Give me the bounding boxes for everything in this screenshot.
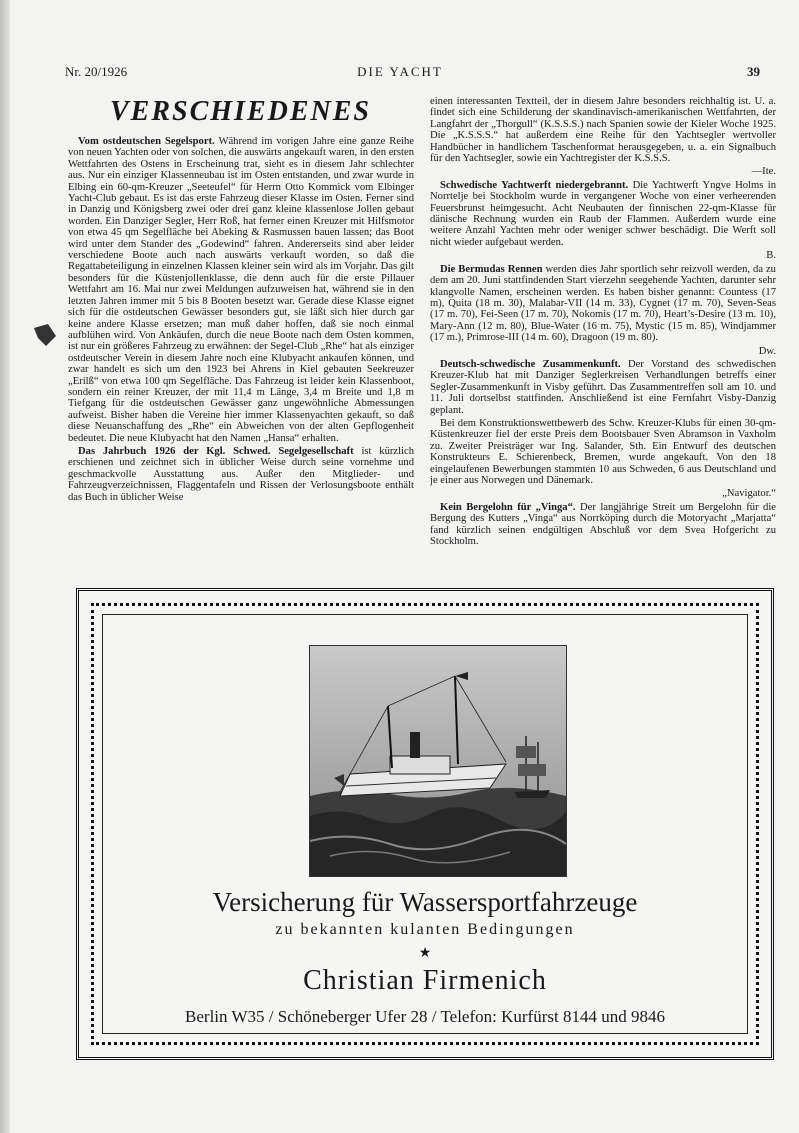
advertisement-box xyxy=(76,588,774,1060)
ink-smudge-icon xyxy=(32,318,58,348)
right-column xyxy=(430,96,776,584)
ad-subline: zu bekannten kulanten Bedingungen xyxy=(275,921,575,938)
page-number: 39 xyxy=(747,64,760,79)
article-text: einen interessanten Textteil, der in diesem Jahre besonders reichhaltig ist. U. a. findet sich eine Schilderung der skandinavisch-amerikanischen Wettfahrten, der Langfahrt der „Thorgull“ (K.S.S.S.) nach Spanien sowie der Kieler Woche 1925. Die „K.S.S.S.“ hat außerdem eine Reihe für den Yachtsegler wertvoller Handbücher in handlichem Taschenformat herausgegeben, u. a. ein Signalbuch für den Yachtsegler, sowie ein Yachtregister der K.S.S.S. xyxy=(430,96,776,165)
article-signature: Dw. xyxy=(758,345,776,357)
magazine-title: DIE YACHT xyxy=(357,64,443,79)
article-signature: „Navigator.“ xyxy=(722,488,776,500)
article-text: werden dies Jahr sportlich sehr reizvoll werden, da zu dem am 20. Juni stattfindenden Start vierzehn seegehende Yachten, darunter sehr klangvolle Namen, erscheinen werden. Es haben bisher genannt: Countess (17 m), Quita (18 m. 30), Malabar-VII (14 m. 33), Cygnet (17 m. 70), Seven-Seas (17 m. 70), Fei-Seen (17 m. 70), Nokomis (17 m. 70), Heart’s-Desire (13 m. 10), Mary-Ann (12 m. 80), Blue-Water (16 m. 75), Mystic (15 m. 85), Windjammer (17 m.), Primrose-III (14 m. 60), Dragoon (19 m. 80). xyxy=(430,263,776,344)
article-heading: Das Jahrbuch 1926 der Kgl. Schwed. Segelgesellschaft xyxy=(78,445,354,457)
ad-address: Berlin W35 / Schöneberger Ufer 28 / Telefon: Kurfürst 8144 und 9846 xyxy=(185,1007,665,1026)
article-ostdeutscher-segelsport xyxy=(68,136,414,444)
ad-inner-frame xyxy=(102,614,748,1034)
ad-company-name: Christian Firmenich xyxy=(303,965,547,996)
article-wettbewerb xyxy=(430,418,776,486)
article-text: ist kürzlich erschienen und zeichnet sich in üblicher Weise durch seine vornehme und geschmackvolle Ausstattung aus. Außer den Mitglieder- und Fahrzeugverzeichnissen, Flaggentafeln und Rissen der Verlosungsboote enthält das Buch in üblicher Weise xyxy=(68,445,414,503)
article-heading: Kein Bergelohn für „Vinga“. xyxy=(440,501,576,513)
article-text: Die Yachtwerft Yngve Holms in Norrtelje bei Stockholm wurde in vergangener Woche von einer verheerenden Feuersbrunst heimgesucht. Acht Neubauten der finnischen 22-qm-Klasse für dänische Rechnung wurden ein Raub der Flammen. Außerdem wurde eine weitere Anzahl Yachten mehr oder weniger schwer beschädigt. Die Werft soll nicht wieder aufgebaut werden. xyxy=(430,179,776,248)
article-yachtwerft xyxy=(430,180,776,248)
ad-dotted-border xyxy=(91,603,759,1045)
section-title: VERSCHIEDENES xyxy=(110,96,371,127)
article-text: Während im vorigen Jahre eine ganze Reihe von neuen Yachten oder von solchen, die auswärts angekauft waren, in den ersten Wettfahrten des Ostens in Erscheinung trat, sieht es in diesem Jahr schlechter aus. Nur ein einziger Klassenneubau ist im Osten entstanden, und zwar wurde in Elbing ein 60-qm-Kreuzer „Seeteufel“ für Herrn Otto Kommick vom Elbinger Yacht-Club gebaut. Es ist das erste Fahrzeug dieser Klasse im Osten. Ferner sind in Danzig und Königsberg zwei oder drei ganz kleine klassenlose Jollen gebaut worden. Ein Danziger Segler, Herr Roß, hat ferner einen Kreuzer mit Hilfsmotor von etwa 45 qm Segelfläche bei Abeking & Rasmussen bauen lassen; das Boot wird unter dem Stander des „Godewind“ fahren. Andererseits sind aber leider verschiedene Boote auch nach auswärts verkauft worden, so daß die Regattabeteiligung in einzelnen Klassen kleiner sein wird als im Vorjahr. Das gilt besonders für die Küstenjollenklasse, die denn auch für die erste Pillauer Wettfahrt am 16. Mai nur zwei Meldungen aufzuweisen hat, während sie in den letzten Jahren immer mit 5 bis 8 Booten besetzt war. Gerade diese Klasse eignet sich für die ostdeutschen Gewässer besonders gut, sie läßt sich hier durch gar keine andere Klasse ersetzen; man muß daher hoffen, daß sie noch einmal aufblühen wird. Von Ankäufen, durch die neue Boote nach dem Osten kommen, ist nur ein größeres Fahrzeug zu erwähnen: der Segel-Club „Rhe“ hat als einziger ostdeutscher Verein in diesem Jahre noch eine Klubyacht ankaufen können, und zwar handelt es sich um den 1923 bei Ahrens in Kiel gebauten Seekreuzer „Erilß“ von etwa 100 qm Segelfläche. Das Fahrzeug ist leider kein Klassenboot, sondern ein reiner Kreuzer, der mit 11,4 m Länge, 3,4 m Breite und 1,8 m Tiefgang für die ostdeutschen Gewässer ganz ungewöhnliche Abmessungen aufweist. Bisher haben die Vereine hier immer Klassenyachten gekauft, so daß diese Neuanschaffung des „Rhe“ ein Abweichen von der alten Gepflogenheit bedeutet. Die neue Klubyacht hat den Namen „Hansa“ erhalten. xyxy=(68,136,414,444)
page-gutter-shadow xyxy=(0,0,10,1133)
article-heading: Schwedische Yachtwerft niedergebrannt. xyxy=(440,179,629,191)
article-jahrbuch xyxy=(68,446,414,503)
article-zusammenkunft xyxy=(430,359,776,416)
article-jahrbuch-continued xyxy=(430,96,776,164)
article-text: Bei dem Konstruktionswettbewerb des Schw. Kreuzer-Klubs für einen 30-qm-Küstenkreuzer fiel der erste Preis dem Bootsbauer Sven Abramson in Vaxholm zu. Zweiter Preisträger war Ing. Salander, Sth. Ein Entwurf des deutschen Konstrukteurs E. Schierenbeck, Bremen, wurde angekauft. Von den 18 eingelaufenen Bewerbungen stammten 10 aus Schweden, 6 aus Deutschland und je einer aus Norwegen und Dänemark. xyxy=(430,417,776,486)
article-heading: Deutsch-schwedische Zusammenkunft. xyxy=(440,358,621,370)
left-column xyxy=(68,136,414,584)
article-heading: Die Bermudas Rennen xyxy=(440,263,543,275)
article-signature: B. xyxy=(766,250,776,262)
star-icon: ★ xyxy=(418,946,432,961)
steam-yacht-illustration-icon xyxy=(309,645,567,877)
article-vinga xyxy=(430,502,776,548)
article-heading: Vom ostdeutschen Segelsport. xyxy=(78,136,215,147)
issue-number: Nr. 20/1926 xyxy=(65,64,128,79)
article-signature: —Ite. xyxy=(751,166,776,178)
article-text: Der langjährige Streit um Bergelohn für die Bergung des Kutters „Vinga“ aus Norrköping durch die Motoryacht „Marjatta“ fand kürzlich seinen endgültigen Abschluß vor dem Svea Hofgericht zu Stockholm. xyxy=(430,501,776,548)
article-text: Der Vorstand des schwedischen Kreuzer-Klub hat mit Danziger Seglerkreisen Verhandlungen betreffs einer Segler-Zusammenkunft in Visby geführt. Das Zusammentreffen soll am 10. und 11. Juli dortselbst stattfinden. Anschließend ist eine Fernfahrt Visby-Danzig geplant. xyxy=(430,358,776,416)
ad-headline: Versicherung für Wassersportfahrzeuge xyxy=(212,887,638,917)
article-bermudas xyxy=(430,264,776,344)
